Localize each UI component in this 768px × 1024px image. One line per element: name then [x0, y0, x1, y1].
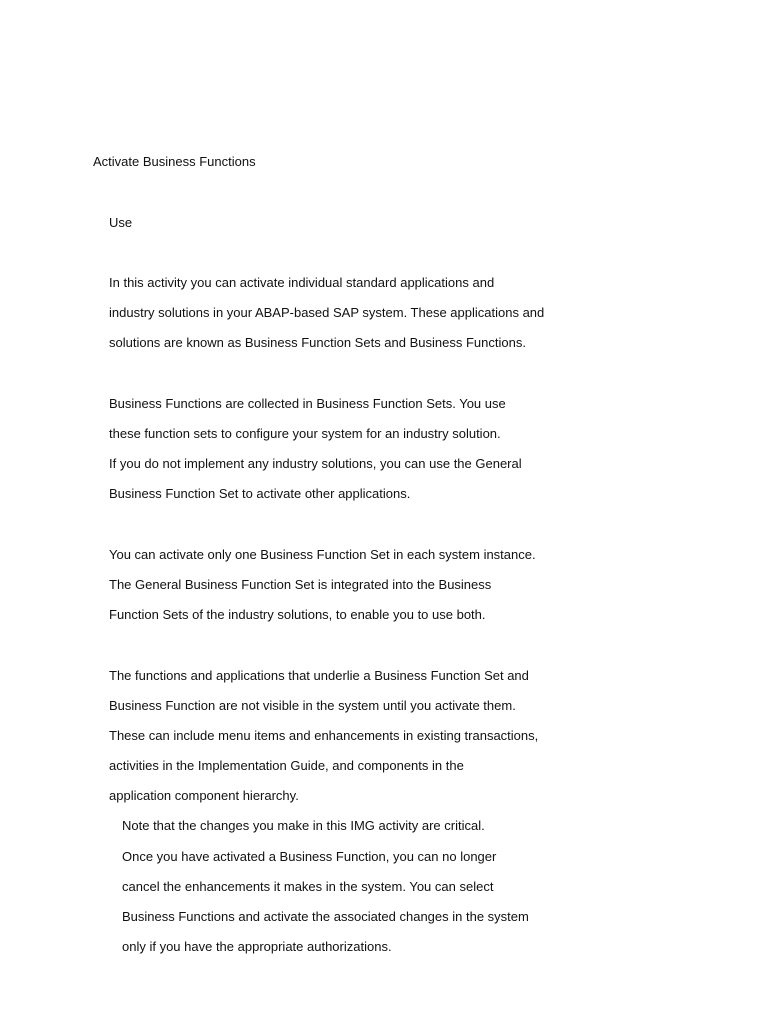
paragraph-line: The General Business Function Set is integrated into the Business [109, 577, 492, 592]
note-line: Business Functions and activate the associated changes in the system [122, 909, 529, 924]
paragraph-line: In this activity you can activate individual standard applications and [109, 275, 495, 290]
note-line: cancel the enhancements it makes in the system. You can select [122, 879, 494, 894]
paragraph-line: activities in the Implementation Guide, and components in the [109, 758, 464, 773]
section-heading-use: Use [109, 215, 133, 230]
paragraph-line: Business Function Set to activate other applications. [109, 486, 411, 501]
paragraph-line: The functions and applications that underlie a Business Function Set and [109, 668, 529, 683]
paragraph-line: application component hierarchy. [109, 788, 299, 803]
paragraph-line: Business Functions are collected in Business Function Sets. You use [109, 396, 506, 411]
paragraph-line: industry solutions in your ABAP-based SAP system. These applications and [109, 305, 545, 320]
document-title: Activate Business Functions [93, 154, 256, 169]
paragraph-line: these function sets to configure your system for an industry solution. [109, 426, 501, 441]
note-line: Once you have activated a Business Function, you can no longer [122, 849, 497, 864]
paragraph-line: You can activate only one Business Function Set in each system instance. [109, 547, 536, 562]
paragraph-line: Function Sets of the industry solutions, to enable you to use both. [109, 607, 486, 622]
paragraph-line: If you do not implement any industry solutions, you can use the General [109, 456, 522, 471]
note-line: Note that the changes you make in this IMG activity are critical. [122, 818, 485, 833]
note-line: only if you have the appropriate authorizations. [122, 939, 392, 954]
paragraph-line: These can include menu items and enhancements in existing transactions, [109, 728, 539, 743]
paragraph-line: Business Function are not visible in the system until you activate them. [109, 698, 516, 713]
paragraph-line: solutions are known as Business Function Sets and Business Functions. [109, 335, 526, 350]
